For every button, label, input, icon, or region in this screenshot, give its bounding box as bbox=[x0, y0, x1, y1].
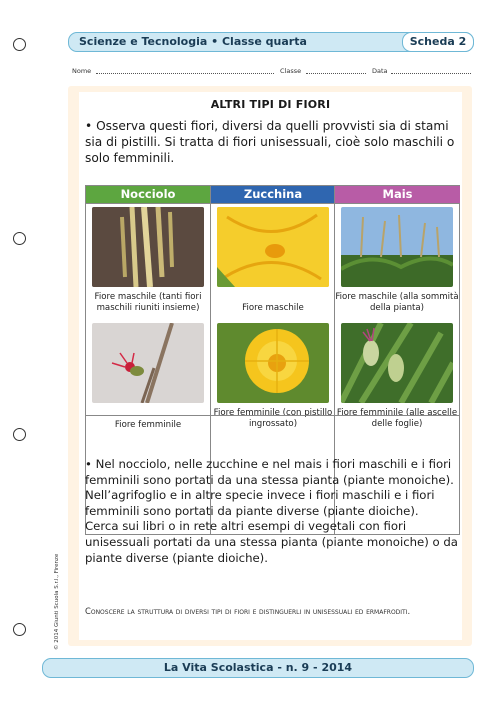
column-header-zucchina: Zucchina bbox=[211, 186, 335, 204]
zucchini-male-flower-photo bbox=[217, 207, 329, 287]
caption-mais-male: Fiore maschile (alla sommità della pianta) bbox=[335, 292, 459, 313]
caption-mais-female: Fiore femminile (alle ascelle delle foglie) bbox=[336, 408, 458, 429]
binder-hole bbox=[13, 428, 26, 441]
date-field[interactable] bbox=[391, 72, 471, 74]
copyright-text: © 2014 Giunti Scuola S.r.l., Firenze bbox=[54, 553, 60, 650]
caption-nocciolo-female: Fiore femminile bbox=[114, 420, 182, 430]
intro-paragraph: • Osserva questi fiori, diversi da quelli provvisti sia di stami sia di pistilli. Si tratta di fiori unisessuali, cioè solo maschili o solo femminili. bbox=[85, 119, 455, 165]
explanation-paragraph-dioiche: Nell’agrifoglio e in altre specie invece i fiori maschili e i fiori femminili sono portati da piante diverse (piante dioiche). bbox=[85, 488, 435, 518]
binder-hole bbox=[13, 623, 26, 636]
class-label: Classe bbox=[280, 67, 302, 75]
footer-bar: La Vita Scolastica - n. 9 - 2014 bbox=[42, 658, 474, 678]
binder-hole bbox=[13, 232, 26, 245]
explanation-text bbox=[85, 457, 460, 566]
name-label: Nome bbox=[72, 67, 92, 75]
worksheet-tag: Scheda 2 bbox=[402, 32, 474, 52]
binder-hole bbox=[13, 38, 26, 51]
column-header-mais: Mais bbox=[335, 186, 460, 204]
table-row-divider bbox=[86, 415, 459, 416]
column-header-nocciolo: Nocciolo bbox=[86, 186, 210, 204]
worksheet-body bbox=[79, 92, 462, 640]
class-field[interactable] bbox=[306, 72, 366, 74]
date-label: Data bbox=[372, 67, 388, 75]
caption-zucchina-female: Fiore femminile (con pistillo ingrossato) bbox=[213, 408, 333, 429]
hazel-female-flower-photo bbox=[92, 323, 204, 403]
learning-objective: Conoscere la struttura di diversi tipi di fiori e distinguerli in unisessuali ed ermafroditi. bbox=[85, 606, 411, 616]
caption-zucchina-male: Fiore maschile bbox=[242, 303, 304, 313]
hazel-male-flower-photo bbox=[92, 207, 204, 287]
zucchini-female-flower-photo bbox=[217, 323, 329, 403]
explanation-paragraph-monoiche: • Nel nocciolo, nelle zucchine e nel mais i fiori maschili e i fiori femminili sono portati da una stessa pianta (piante monoiche). bbox=[85, 457, 454, 487]
header-title: Scienze e Tecnologia • Classe quarta bbox=[79, 35, 307, 48]
corn-female-flower-photo bbox=[341, 323, 453, 403]
worksheet-title: ALTRI TIPI DI FIORI bbox=[210, 98, 331, 111]
name-field[interactable] bbox=[96, 72, 274, 74]
header-bar bbox=[68, 32, 474, 52]
research-prompt: Cerca sui libri o in rete altri esempi di vegetali con fiori unisessuali portati da una stessa pianta (piante monoiche) o da piante diverse (piante dioiche). bbox=[85, 519, 458, 565]
corn-male-flower-photo bbox=[341, 207, 453, 287]
caption-nocciolo-male: Fiore maschile (tanti fiori maschili riuniti insieme) bbox=[94, 292, 202, 313]
